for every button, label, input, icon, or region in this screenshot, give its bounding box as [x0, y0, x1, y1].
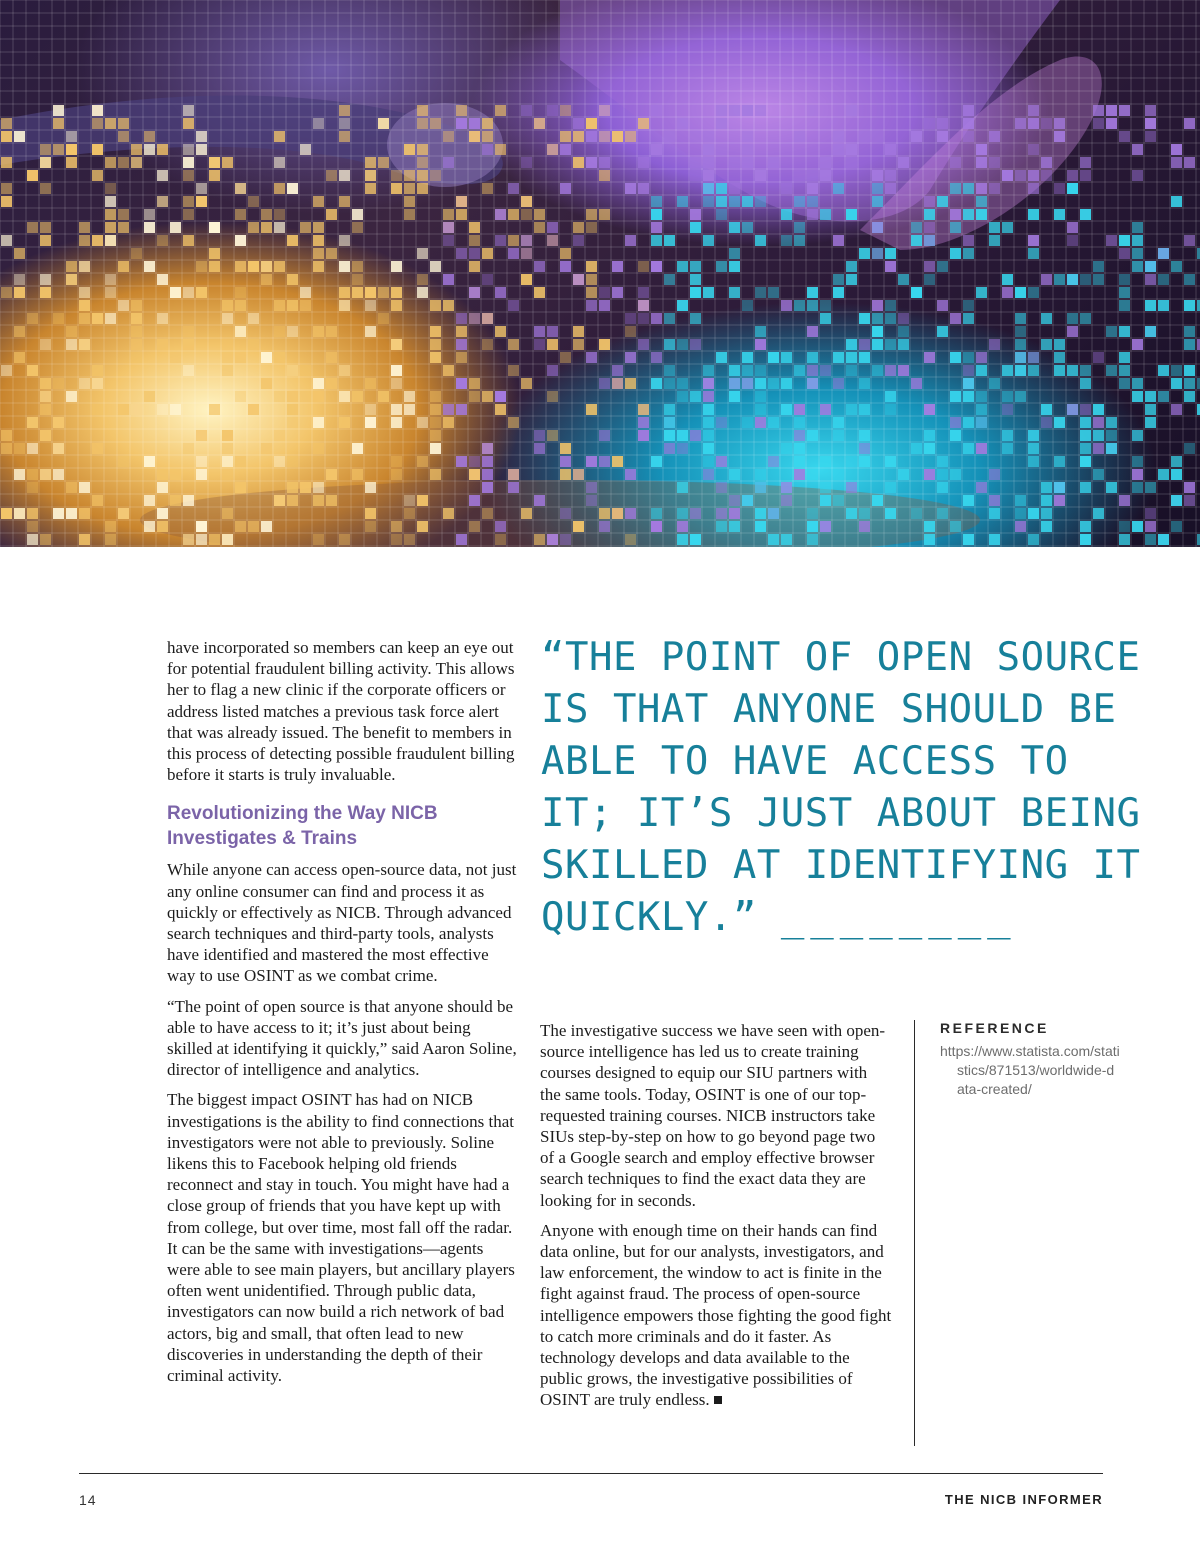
- end-mark-icon: [714, 1396, 722, 1404]
- middle-text-column: [540, 1020, 892, 1420]
- paragraph: [540, 1220, 892, 1411]
- pull-quote: [541, 632, 1141, 944]
- reference-heading: REFERENCE: [940, 1020, 1049, 1036]
- left-text-column: [167, 637, 519, 1395]
- publication-name: THE NICB INFORMER: [944, 1492, 1103, 1507]
- reference-box: [940, 1020, 1120, 1099]
- footer-divider: [79, 1473, 1103, 1474]
- pixel-grid-graphic: [0, 0, 1200, 547]
- paragraph: “The point of open source is that anyone should be able to have access to it; it’s just about being skilled at identifying it quickly,” said Aaron Soline, director of intelligence and analytics.: [167, 996, 517, 1080]
- pull-quote-dashes: ________: [780, 895, 1017, 940]
- paragraph: While anyone can access open-source data, not just any online consumer can find and process it as quickly or effectively as NICB. Through advanced search techniques and third-party tools, analysts have identified and mastered the most effective way to use OSINT as we combat crime.: [167, 860, 517, 986]
- paragraph: The biggest impact OSINT has had on NICB investigations is the ability to find connections that investigators were not able to previously. Soline likens this to Facebook helping old friends reconnect and stay in touch. You might have had a close group of friends that you have kept up with from college, but over time, most fall off the radar. It can be the same with investigations—agents were able to see main players, but ancillary players often went unidentified. Through public data, investigators can now build a rich network of bad actors, big and small, that often lead to new discoveries in understanding the depth of their criminal activity.: [167, 1090, 515, 1386]
- section-subhead: Revolutionizing the Way NICB Investigates & Trains: [167, 803, 438, 850]
- page-number: 14: [79, 1492, 97, 1508]
- paragraph: The investigative success we have seen with open-source intelligence has led us to create training courses designed to equip our SIU partners with the same tools. Today, OSINT is one of our top-requested training courses. NICB instructors take SIUs step-by-step on how to go beyond page two of a Google search and employ effective browser search techniques to find the exact data they are looking for in seconds.: [540, 1021, 886, 1210]
- hero-image: [0, 0, 1200, 547]
- paragraph: have incorporated so members can keep an eye out for potential fraudulent billing activity. This allows her to flag a new clinic if the corporate officers or address listed matches a previous task force alert that was already issued. The benefit to members in this process of detecting possible fraudulent billing before it starts is truly invaluable.: [167, 638, 515, 785]
- reference-link[interactable]: https://www.statista.com/statistics/871513/worldwide-data-created/: [940, 1043, 1120, 1097]
- pull-quote-text: “THE POINT OF OPEN SOURCE IS THAT ANYONE SHOULD BE ABLE TO HAVE ACCESS TO IT; IT’S JUST ABOUT BEING SKILLED AT IDENTIFYING IT QUICKLY.”: [541, 635, 1141, 940]
- paragraph-text: Anyone with enough time on their hands can find data online, but for our analysts, investigators, and law enforcement, the window to act is finite in the fight against fraud. The process of open-source intelligence empowers those fighting the good fight to catch more criminals and do it faster. As technology develops and data available to the public grows, the investigative possibilities of OSINT are truly endless.: [540, 1220, 892, 1410]
- reference-divider: [914, 1020, 915, 1446]
